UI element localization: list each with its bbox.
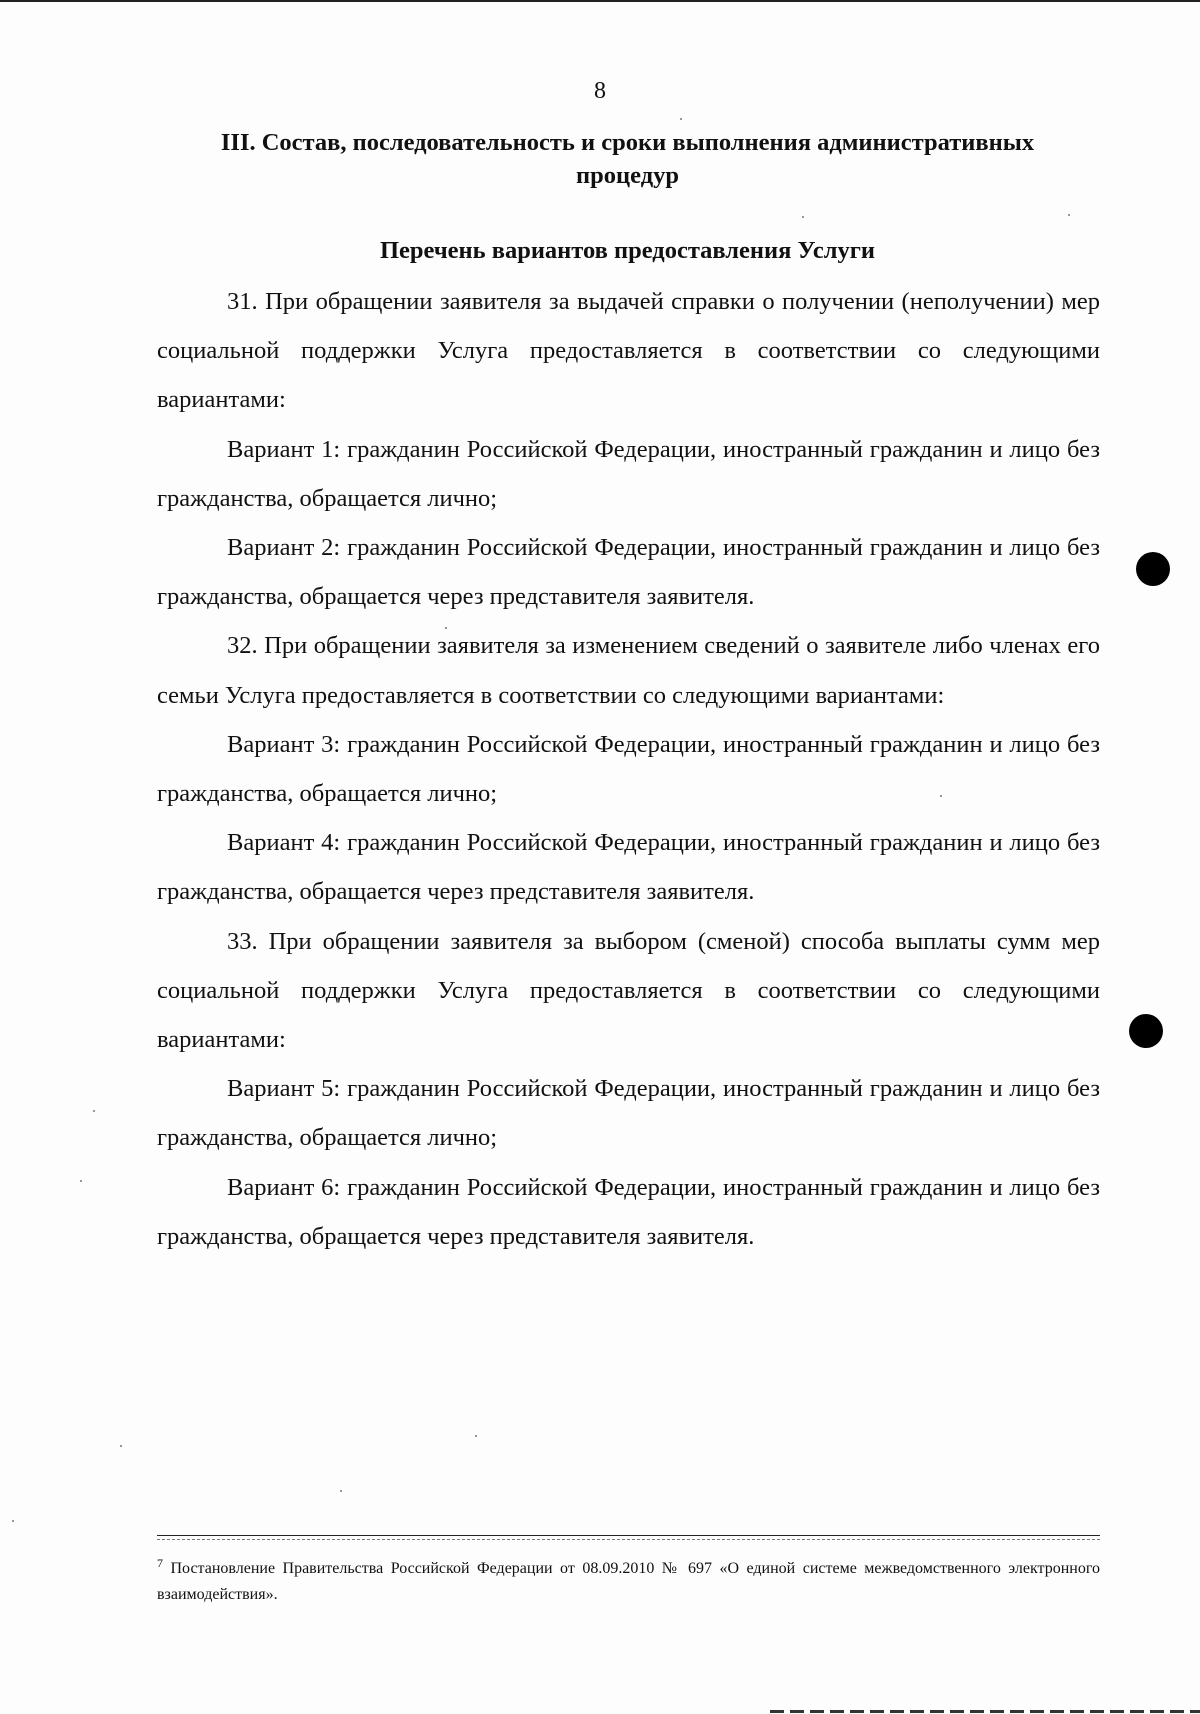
scan-speck	[445, 627, 447, 629]
paragraph-variant-4: Вариант 4: гражданин Российской Федерации, иностранный гражданин и лицо без гражданства, обращается через представителя заявителя.	[157, 829, 1100, 906]
punch-hole-top	[1136, 552, 1170, 586]
scan-speck	[80, 1180, 82, 1182]
footnote-divider-dashed	[157, 1539, 1100, 1540]
paragraph-32: 32. При обращении заявителя за изменением сведений о заявителе либо членах его семьи Услуга предоставляется в соответствии со следующими вариантами:	[157, 632, 1100, 709]
scan-speck	[1068, 214, 1070, 216]
paragraph-variant-1: Вариант 1: гражданин Российской Федерации, иностранный гражданин и лицо без гражданства, обращается лично;	[157, 435, 1100, 512]
footnote	[157, 1550, 1100, 1608]
section-heading-line-2: процедур	[576, 162, 679, 189]
scan-speck	[940, 795, 942, 797]
punch-hole-bottom	[1129, 1014, 1163, 1048]
scan-speck	[340, 1490, 342, 1492]
scan-edge-bottom	[770, 1710, 1200, 1713]
paragraph-variant-3: Вариант 3: гражданин Российской Федерации, иностранный гражданин и лицо без гражданства, обращается лично;	[157, 730, 1100, 808]
scan-speck	[120, 1445, 122, 1447]
scan-speck	[680, 118, 682, 120]
footnote-marker: 7	[157, 1556, 163, 1570]
section-heading-line-1: III. Состав, последовательность и сроки выполнения административных	[220, 129, 1035, 156]
footnote-text: Постановление Правительства Российской Федерации от 08.09.2010 № 697 «О единой системе межведомственного электронного взаимодействия».	[157, 1560, 1101, 1603]
scan-speck	[12, 1520, 14, 1522]
section-heading	[155, 126, 1100, 192]
footnote-divider	[157, 1535, 1100, 1536]
scan-edge-top	[0, 0, 1200, 2]
page-number: 8	[594, 78, 606, 104]
paragraph-33: 33. При обращении заявителя за выбором (сменой) способа выплаты сумм мер социальной поддержки Услуга предоставляется в соответствии со следующими вариантами:	[157, 927, 1100, 1054]
scan-speck	[802, 216, 804, 218]
subheading: Перечень вариантов предоставления Услуги	[380, 237, 875, 264]
paragraph-variant-2: Вариант 2: гражданин Российской Федерации, иностранный гражданин и лицо без гражданства, обращается через представителя заявителя.	[157, 534, 1100, 611]
body-text	[157, 277, 1100, 1261]
paragraph-variant-5: Вариант 5: гражданин Российской Федерации, иностранный гражданин и лицо без гражданства, обращается лично;	[157, 1075, 1100, 1152]
paragraph-31: 31. При обращении заявителя за выдачей справки о получении (неполучении) мер социальной поддержки Услуга предоставляется в соответствии со следующими вариантами:	[157, 288, 1100, 414]
scan-speck	[475, 1435, 477, 1437]
paragraph-variant-6: Вариант 6: гражданин Российской Федерации, иностранный гражданин и лицо без гражданства, обращается через представителя заявителя.	[157, 1173, 1100, 1250]
scan-speck	[93, 1110, 95, 1112]
